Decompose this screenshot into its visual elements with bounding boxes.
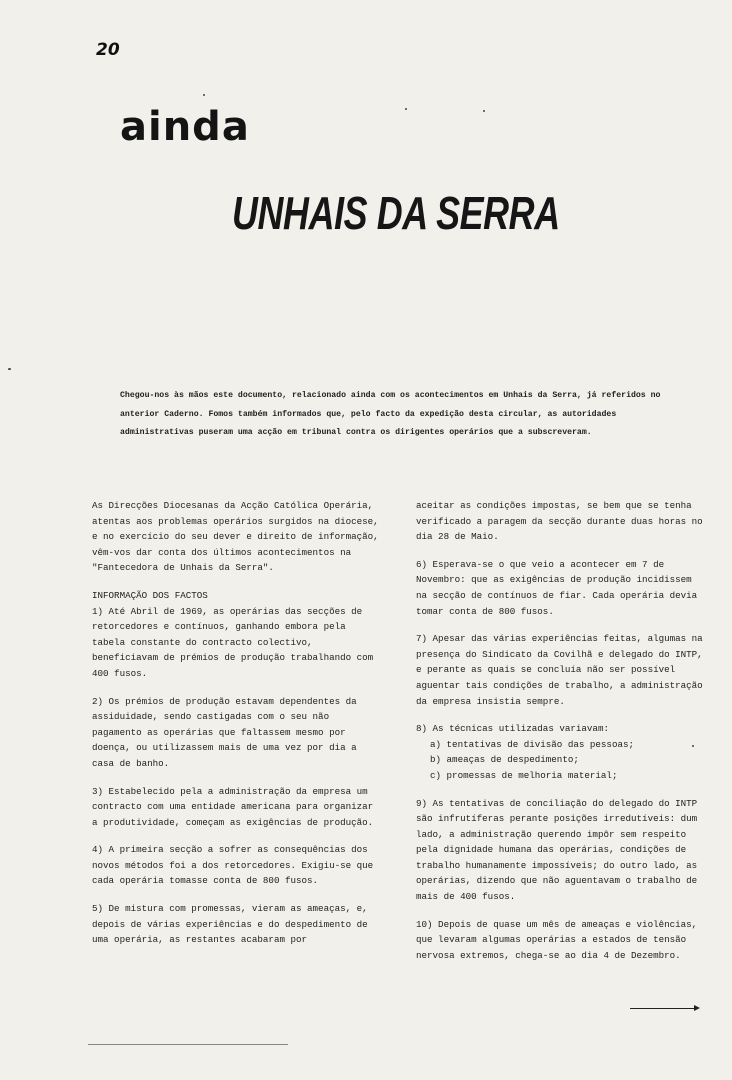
list-item: a) tentativas de divisão das pessoas; bbox=[430, 738, 634, 750]
fact-item-3: 3) Estabelecido pela a administração da empresa um contracto com uma entidade americana para organizar a produtividade, começam as exigências de produção. bbox=[92, 785, 374, 828]
title-ainda: ainda bbox=[120, 104, 250, 150]
fact-item-2: 2) Os prémios de produção estavam dependentes da assiduidade, sendo castigadas com o seu não pagamento as operárias que faltassem mesmo por doença, ou utilizassem mais de uma vez por dia a casa de banho. bbox=[92, 695, 357, 769]
page-number: 20 bbox=[96, 40, 120, 60]
fact-item-5-continuation: aceitar as condições impostas, se bem que se tenha verificado a paragem da secção durante duas horas no dia 28 de Maio. bbox=[416, 500, 703, 543]
dust-speck bbox=[88, 1044, 288, 1045]
fact-item-6: 6) Esperava-se o que veio a acontecer em 7 de Novembro: que as exigências de produção incidissem na secção de contínuos de fiar. Cada operária devia tomar conta de 800 fusos. bbox=[416, 558, 698, 617]
dust-speck bbox=[405, 108, 407, 110]
fact-item-1: 1) Até Abril de 1969, as operárias das secções de retorcedores e contínuos, ganhando embora pela tabela constante do contracto colectivo, beneficiavam de prémios de produção trabalhando com 400 fusos. bbox=[92, 605, 374, 679]
dust-speck bbox=[8, 368, 11, 370]
opening-paragraph: As Direcções Diocesanas da Acção Católica Operária, atentas aos problemas operários surgidos na diocese, e no exercício do seu dever e direito de informação, vêm-vos dar conta dos últimos acontecimentos na "Fantecedora de Unhais da Serra". bbox=[92, 500, 379, 574]
title-unhais-da-serra: UNHAIS DA SERRA bbox=[232, 187, 560, 239]
dust-speck bbox=[692, 745, 694, 747]
right-column bbox=[416, 498, 706, 975]
left-column bbox=[92, 498, 382, 960]
fact-item-7: 7) Apesar das várias experiências feitas, algumas na presença do Sindicato da Covilhã e delegado do INTP, e perante as quais se concluía não ser possível aguentar tais condições de trabalho, a administração da empresa insistia sempre. bbox=[416, 633, 703, 707]
fact-item-5: 5) De mistura com promessas, vieram as ameaças, e, depois de várias experiências e do despedimento de uma operária, as restantes acabaram por bbox=[92, 903, 368, 946]
list-item: c) promessas de melhoria material; bbox=[430, 769, 618, 781]
dust-speck bbox=[483, 110, 485, 112]
end-arrow-icon bbox=[630, 1008, 698, 1009]
fact-item-4: 4) A primeira secção a sofrer as consequências dos novos métodos foi a dos retorcedores. Exigiu-se que cada operária tomasse conta de 800 fusos. bbox=[92, 844, 374, 887]
intro-paragraph: Chegou-nos às mãos este documento, relacionado ainda com os acontecimentos em Unhais da Serra, já referidos no anterior Caderno. Fomos também informados que, pelo facto da expedição desta circular, as autoridades administrativas puseram uma acção em tribunal contra os dirigentes operários que a subscreveram. bbox=[120, 391, 661, 437]
list-item: b) ameaças de despedimento; bbox=[430, 754, 579, 766]
technique-list bbox=[416, 737, 706, 784]
section-heading: INFORMAÇÃO DOS FACTOS bbox=[92, 589, 208, 601]
dust-speck bbox=[203, 94, 205, 96]
fact-item-8: 8) As técnicas utilizadas variavam: bbox=[416, 723, 609, 735]
fact-item-10: 10) Depois de quase um mês de ameaças e violências, que levaram algumas operárias a estados de tensão nervosa extremos, chega-se ao dia 4 de Dezembro. bbox=[416, 918, 698, 961]
fact-item-9: 9) As tentativas de conciliação do delegado do INTP são infrutíferas perante posições irredutíveis: dum lado, a administração querendo impôr sem respeito pela dignidade humana das operárias, condições de trabalho humanamente impossíveis; do outro lado, as operárias, dizendo que não aguentavam o trabalho de mais de 400 fusos. bbox=[416, 797, 698, 903]
